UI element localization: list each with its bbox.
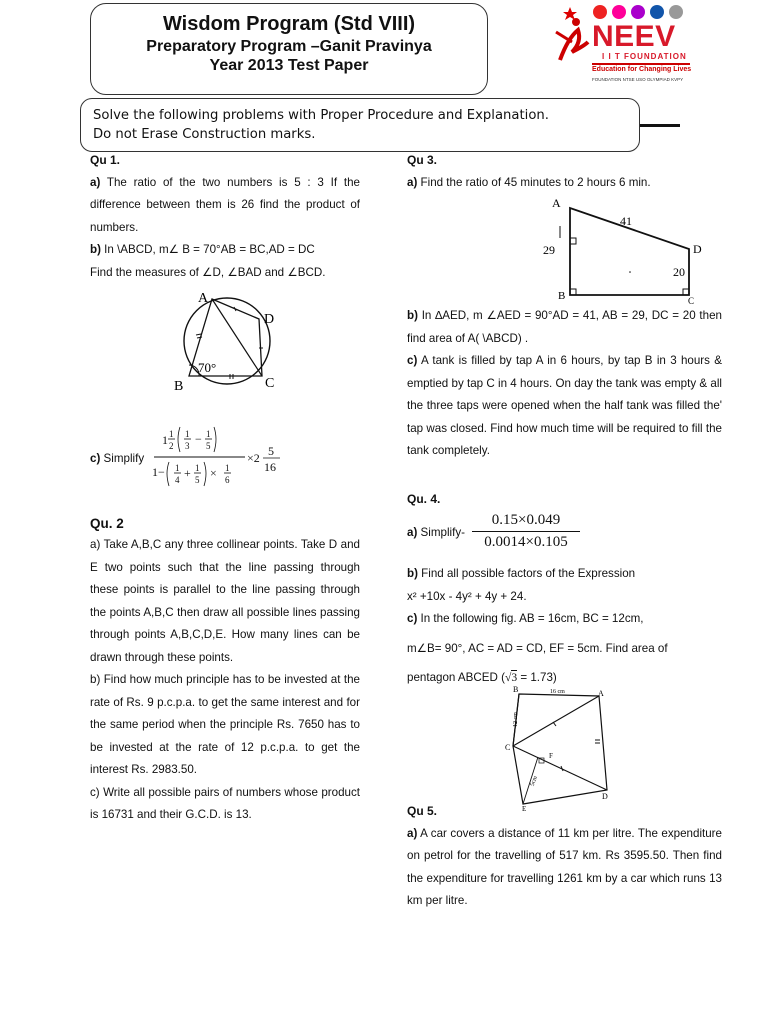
svg-text:16: 16 <box>264 460 276 474</box>
logo-tagline: Education for Changing Lives <box>592 66 692 73</box>
q1-a: a) The ratio of the two numbers is 5 : 3 If the difference between them is 26 find the product of numbers. <box>90 175 360 234</box>
q1-circle-figure <box>174 290 284 394</box>
q1-b: b) In \ABCD, m∠ B = 70°AB = BC,AD = DC <box>90 243 315 256</box>
q3-bc <box>407 305 722 463</box>
q3-a: a) Find the ratio of 45 minutes to 2 hours 6 min. <box>407 175 651 189</box>
q1-fig-label-d: D <box>264 312 275 327</box>
q4-b: b) Find all possible factors of the Expression <box>407 567 636 580</box>
q4-fig-16: 16 cm <box>550 689 565 695</box>
q1-fig-label-c: C <box>265 376 275 391</box>
q4-fig-label-e: E <box>522 805 527 813</box>
header-year: Year 2013 Test Paper <box>209 57 369 74</box>
svg-text:1: 1 <box>225 463 230 473</box>
svg-text:1: 1 <box>175 463 180 473</box>
svg-text:1: 1 <box>169 429 174 439</box>
instructions-line-2: Do not Erase Construction marks. <box>93 127 316 142</box>
instructions-line-1: Solve the following problems with Proper Procedure and Explanation. <box>93 108 549 123</box>
q1-heading: Qu 1. <box>90 153 121 167</box>
q2-heading: Qu. 2 <box>90 516 124 531</box>
q4-a-fraction <box>472 512 580 551</box>
q4-fig-label-c: C <box>505 743 511 752</box>
neev-logo <box>550 2 700 92</box>
q3-trapezium-figure <box>540 196 710 304</box>
q1-fig-label-a: A <box>198 291 209 306</box>
logo-name: NEEV <box>592 20 676 53</box>
left-column <box>90 149 360 284</box>
svg-text:1: 1 <box>206 429 211 439</box>
q5-section <box>407 800 722 913</box>
q4-bc <box>407 563 722 690</box>
q4-fig-5: 5cm <box>529 775 539 788</box>
q3-fig-20: 20 <box>673 265 685 279</box>
q2-a: a) Take A,B,C any three collinear points. Take D and E two points such that the line passing through these points is parallel to the line passing through the points A,B,C then draw all possible lines passing through points A,B,C,D,E. How many lines can be drawn through these points. <box>90 538 360 664</box>
q3-fig-label-a: A <box>552 196 561 210</box>
q2-section <box>90 514 360 827</box>
svg-text:5: 5 <box>206 441 211 451</box>
q1-b-2: Find the measures of ∠D, ∠BAD and ∠BCD. <box>90 265 326 279</box>
q3-fig-29: 29 <box>543 243 555 257</box>
q3-fig-label-d: D <box>693 242 702 256</box>
q3-fig-label-c: C <box>688 296 695 306</box>
svg-text:5: 5 <box>195 475 200 485</box>
q4-pentagon-figure <box>505 684 623 813</box>
q4-c-2: m∠B= 90°, AC = AD = CD, EF = 5cm. Find area of <box>407 641 668 655</box>
q1-fig-angle: 70° <box>198 360 217 375</box>
q4-heading: Qu. 4. <box>407 492 441 506</box>
q4-b-expression: x² +10x - 4y² + 4y + 24. <box>407 589 527 603</box>
svg-text:×2: ×2 <box>247 451 260 465</box>
header-title: Wisdom Program (Std VIII) <box>162 13 416 35</box>
svg-text:5: 5 <box>268 444 274 458</box>
q4-c: c) In the following fig. AB = 16cm, BC = 12cm, <box>407 612 644 625</box>
svg-text:1: 1 <box>195 463 200 473</box>
svg-text:−: − <box>195 432 202 446</box>
svg-text:1−: 1− <box>152 465 165 479</box>
logo-sub: I I T FOUNDATION <box>602 52 687 61</box>
svg-text:1: 1 <box>185 429 190 439</box>
svg-text:3: 3 <box>185 441 190 451</box>
q4-a-numerator: 0.15×0.049 <box>491 512 561 528</box>
q4-a: a) Simplify- <box>407 526 465 539</box>
q3-c: c) A tank is filled by tap A in 6 hours, by tap B in 3 hours & emptied by tap C in 4 hours. On day the tank was empty & all the three taps were opened when the half tank was filled the' tap was closed. Find how much time will be required to fill the tank completely. <box>407 354 722 457</box>
q1-c: c) Simplify <box>90 452 145 465</box>
q4-c-3: pentagon ABCED (√3 = 1.73) <box>407 671 557 684</box>
q3-fig-41: 41 <box>620 214 632 228</box>
q4-heading-wrap <box>407 488 722 511</box>
q1-c-expression <box>150 422 290 492</box>
q4-fig-label-b: B <box>513 685 519 694</box>
q5-heading: Qu 5. <box>407 804 438 818</box>
q1-fig-label-b: B <box>174 379 184 394</box>
q4-fig-12: 12 cm <box>513 712 519 727</box>
q3-section <box>407 149 722 194</box>
q3-b: b) In ∆AED, m ∠AED = 90°AD = 41, AB = 29, DC = 20 then find area of A( \ABCD) . <box>407 309 722 345</box>
svg-text:2: 2 <box>169 441 174 451</box>
svg-text:6: 6 <box>225 475 230 485</box>
q2-b: b) Find how much principle has to be invested at the rate of Rs. 9 p.c.p.a. to get the same interest and for the same period when the principle Rs. 7650 has to be invested at the rate of 12 p.c.p.a. to get the interest Rs. 2983.50. <box>90 673 360 776</box>
logo-small-text: FOUNDATION NTSE USO OLYMPIAD KVPY <box>592 77 684 82</box>
logo-divider <box>592 63 690 65</box>
svg-text:×: × <box>210 466 217 480</box>
header-box <box>90 3 488 95</box>
instructions-rule <box>640 124 680 127</box>
q3-heading: Qu 3. <box>407 153 438 167</box>
svg-text:4: 4 <box>175 475 180 485</box>
svg-text:+: + <box>184 466 191 480</box>
q4-a-denominator: 0.0014×0.105 <box>484 534 568 550</box>
q4-fig-label-d: D <box>602 792 608 801</box>
q4-c-sqrt-value: 3 <box>511 671 518 684</box>
header-subtitle: Preparatory Program –Ganit Pravinya <box>146 38 432 55</box>
q3-fig-label-b: B <box>558 290 566 302</box>
q5-a: a) A car covers a distance of 11 km per litre. The expenditure on petrol for the travelling of 517 km. Rs 3595.50. Then find the expenditure for travelling 1261 km by a car which runs 13 km per litre. <box>407 826 722 907</box>
q4-fig-label-a: A <box>598 689 604 698</box>
q4-fig-label-f: F <box>549 752 553 760</box>
svg-text:1: 1 <box>162 433 168 447</box>
instructions-box <box>80 98 640 152</box>
q2-c: c) Write all possible pairs of numbers whose product is 16731 and their G.C.D. is 13. <box>90 785 360 821</box>
